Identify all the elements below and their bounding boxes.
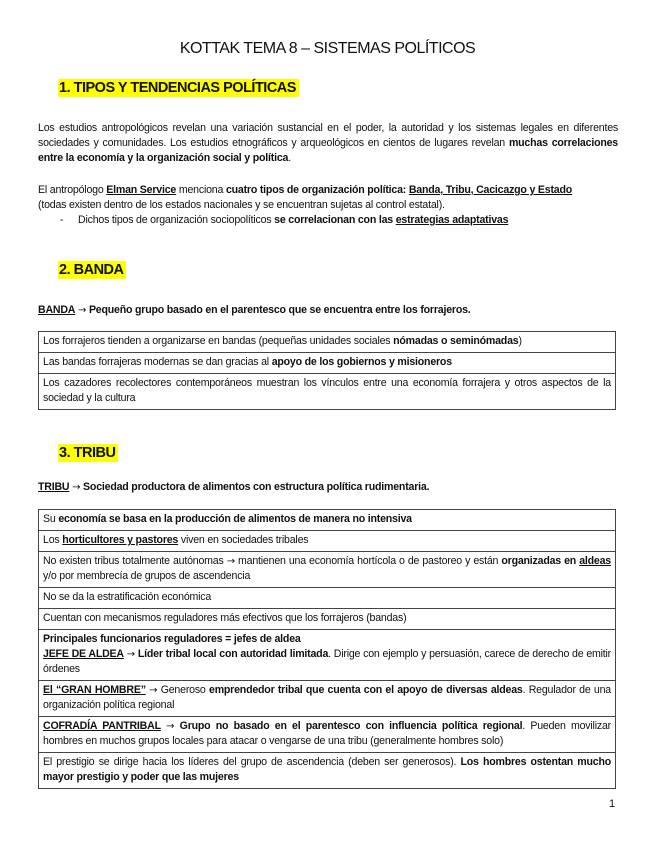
table-row bbox=[39, 353, 616, 374]
table-row bbox=[39, 510, 616, 531]
heading-highlight: 3. TRIBU bbox=[58, 444, 118, 462]
document-title: KOTTAK TEMA 8 – SISTEMAS POLÍTICOS bbox=[179, 40, 476, 57]
text: Los bbox=[43, 534, 63, 546]
section-heading-tribu bbox=[58, 445, 118, 461]
arrow-icon: → bbox=[78, 305, 87, 316]
bold-text: Banda, Tribu, Cacicazgo y Estado bbox=[408, 184, 573, 196]
table-cell bbox=[39, 630, 616, 681]
bold-text: muchas correlaciones entre la economía y la organización social y política bbox=[38, 137, 618, 164]
table-cell: Los cazadores recolectores contemporáneos muestran los vínculos entre una economía forrajera y otros aspectos de la sociedad y la cultura bbox=[39, 374, 616, 410]
bold-text: Sociedad productora de alimentos con estructura política rudimentaria. bbox=[80, 481, 430, 493]
bold-text: organizadas en bbox=[501, 555, 580, 567]
table-row bbox=[39, 717, 616, 753]
arrow-icon: → bbox=[126, 649, 135, 660]
section-heading-tipos bbox=[58, 80, 299, 96]
text: . Dirige con ejemplo y persuasión, carece de derecho de emitir órdenes bbox=[43, 648, 612, 675]
term: BANDA bbox=[38, 304, 76, 316]
term: TRIBU bbox=[38, 481, 70, 493]
table-cell bbox=[39, 332, 616, 353]
text: Su bbox=[43, 513, 59, 525]
bold-text: emprendedor tribal que cuenta con el apoyo de diversas aldeas bbox=[209, 684, 523, 696]
heading-highlight: 1. TIPOS Y TENDENCIAS POLÍTICAS bbox=[58, 79, 299, 97]
table-cell bbox=[39, 353, 616, 374]
banda-table bbox=[38, 331, 616, 410]
table-cell bbox=[39, 681, 616, 717]
table-cell bbox=[39, 717, 616, 753]
arrow-icon: → bbox=[72, 482, 81, 493]
bold-text: cuatro tipos de organización política: bbox=[225, 184, 407, 196]
term: JEFE DE ALDEA bbox=[43, 648, 124, 660]
bold-text: economía se basa en la producción de alimentos de manera no intensiva bbox=[58, 513, 412, 525]
table-cell bbox=[39, 552, 616, 588]
arrow-icon: → bbox=[149, 685, 158, 696]
bold-text: Líder tribal local con autoridad limitada bbox=[134, 648, 329, 660]
table-row bbox=[39, 609, 616, 630]
bold-text: Elman Service bbox=[106, 184, 177, 196]
bold-text: horticultores y pastores bbox=[62, 534, 179, 546]
text: Generoso bbox=[157, 684, 209, 696]
table-row bbox=[39, 332, 616, 353]
paragraph-service bbox=[38, 183, 618, 198]
definition-tribu bbox=[38, 480, 618, 495]
section-heading-banda bbox=[58, 262, 126, 278]
text: ) bbox=[518, 335, 522, 347]
bold-text: estrategias adaptativas bbox=[395, 214, 509, 226]
text: viven en sociedades tribales bbox=[178, 534, 309, 546]
text: Los forrajeros tienden a organizarse en bandas (pequeñas unidades sociales bbox=[43, 335, 394, 347]
text: Dichos tipos de organización sociopolíticos bbox=[78, 214, 275, 226]
table-row bbox=[39, 374, 616, 410]
bold-text: se correlacionan con las bbox=[274, 214, 396, 226]
table-row bbox=[39, 630, 616, 681]
tribu-table bbox=[38, 509, 616, 789]
term: El “GRAN HOMBRE” bbox=[43, 684, 146, 696]
bold-text: Pequeño grupo basado en el parentesco que se encuentra entre los forrajeros. bbox=[86, 304, 471, 316]
table-cell bbox=[39, 753, 616, 789]
arrow-icon: → bbox=[226, 556, 235, 567]
table-cell: No se da la estratificación económica bbox=[39, 588, 616, 609]
paragraph-service-line2: (todas existen dentro de los estados nacionales y se encuentran sujetas al control estatal). bbox=[38, 199, 445, 211]
table-cell bbox=[39, 531, 616, 552]
table-row bbox=[39, 753, 616, 789]
text: Los estudios antropológicos revelan una variación sustancial en el poder, la autoridad y los sistemas legales en diferentes sociedades y comunidades. Los estudios etnográficos y arqueológicos en cientos de lugares revelan bbox=[38, 122, 618, 149]
text: mantienen una economía hortícola o de pastoreo y están bbox=[234, 555, 502, 567]
table-row bbox=[39, 681, 616, 717]
text: . Regulador de una organización política regional bbox=[43, 684, 611, 711]
table-cell bbox=[39, 510, 616, 531]
text: El prestigio se dirige hacia los líderes del grupo de ascendencia (deben ser generosos). bbox=[43, 756, 461, 768]
arrow-icon: → bbox=[166, 721, 175, 732]
table-row bbox=[39, 552, 616, 588]
text: El antropólogo bbox=[38, 184, 107, 196]
table-cell: Cuentan con mecanismos reguladores más efectivos que los forrajeros (bandas) bbox=[39, 609, 616, 630]
text: No existen tribus totalmente autónomas bbox=[43, 555, 227, 567]
text: y/o por membrecía de grupos de ascendencia bbox=[43, 570, 251, 582]
text: menciona bbox=[176, 184, 226, 196]
text: . bbox=[288, 152, 291, 164]
list-item bbox=[60, 213, 508, 228]
bold-text: Principales funcionarios reguladores = jefes de aldea bbox=[43, 633, 301, 645]
table-row bbox=[39, 588, 616, 609]
bold-text: aldeas bbox=[579, 555, 611, 567]
text: . Pueden movilizar hombres en muchos grupos locales para atacar o vengarse de una tribu (generalmente hombres solo) bbox=[43, 720, 611, 747]
definition-banda bbox=[38, 303, 618, 318]
text: Las bandas forrajeras modernas se dan gracias al bbox=[43, 356, 272, 368]
heading-highlight: 2. BANDA bbox=[58, 261, 126, 279]
term: COFRADÍA PANTRIBAL bbox=[43, 720, 161, 732]
bold-text: Grupo no basado en el parentesco con influencia política regional bbox=[174, 720, 523, 732]
bold-text: nómadas o seminómadas bbox=[393, 335, 519, 347]
bold-text: Los hombres ostentan mucho mayor prestigio y poder que las mujeres bbox=[43, 756, 611, 783]
bold-text: apoyo de los gobiernos y misioneros bbox=[271, 356, 452, 368]
page-number: 1 bbox=[609, 798, 616, 810]
table-row bbox=[39, 531, 616, 552]
dash-marker: - bbox=[60, 214, 64, 226]
paragraph-variacion bbox=[38, 121, 618, 166]
